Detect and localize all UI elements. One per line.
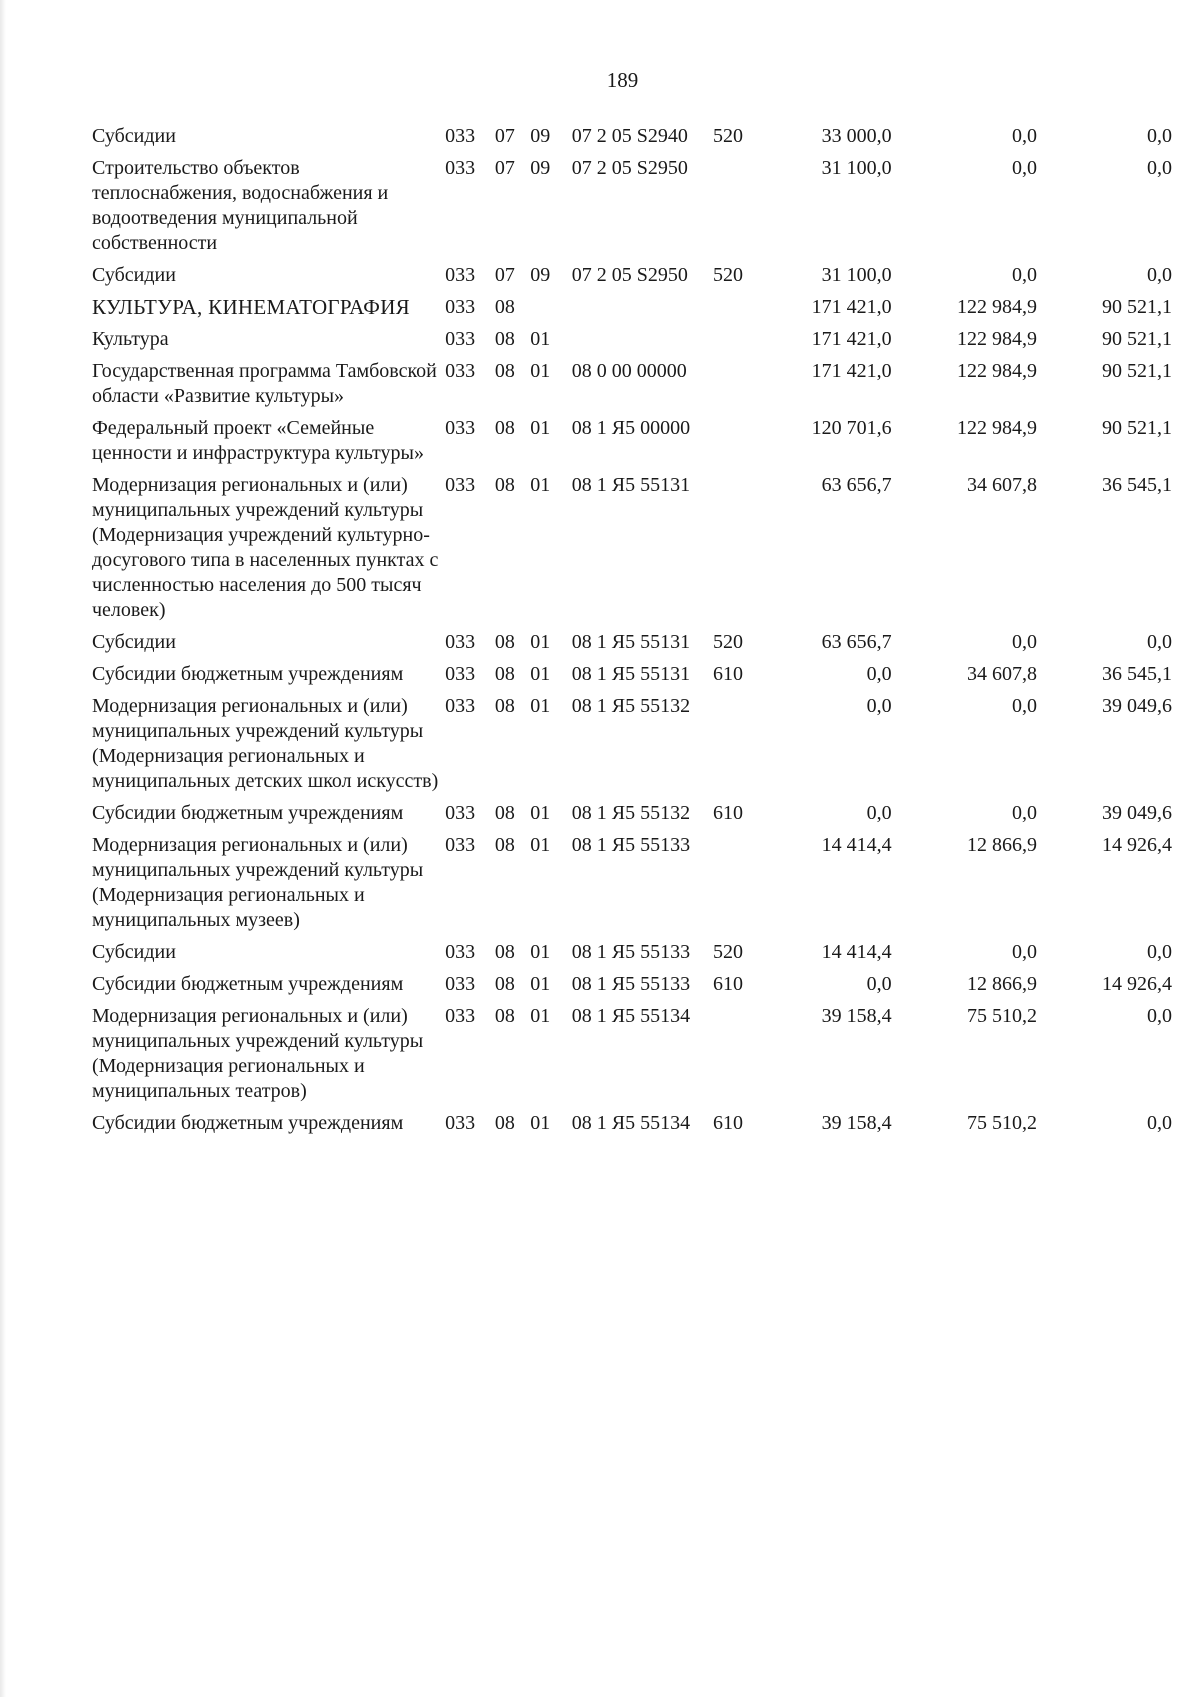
- row-subsection: 01: [530, 474, 551, 496]
- row-amount-year-3: 14 926,4: [1102, 834, 1172, 856]
- row-amount-year-2: 34 607,8: [966, 663, 1037, 685]
- row-subsection: [530, 295, 572, 327]
- row-section: 08: [494, 474, 515, 496]
- row-expense-type: [713, 295, 767, 327]
- row-section: 08: [494, 328, 515, 350]
- row-section: 08: [494, 296, 515, 318]
- row-amount-year-1: 33 000,0: [821, 125, 892, 147]
- row-admin-code: 033: [445, 695, 476, 717]
- row-amount-year-3: 0,0: [1147, 941, 1172, 963]
- row-subsection: 01: [530, 695, 551, 717]
- row-target-article: 07 2 05 S2950: [571, 264, 688, 286]
- row-subsection: 09: [530, 264, 551, 286]
- row-amount-year-1: 63 656,7: [821, 474, 892, 496]
- row-subsection: 01: [530, 663, 551, 685]
- row-amount-year-2: 12 866,9: [966, 834, 1037, 856]
- row-name: Субсидии бюджетным учреждениям: [92, 802, 404, 824]
- row-subsection: 01: [530, 941, 551, 963]
- row-amount-year-3: 90 521,1: [1102, 360, 1172, 382]
- row-expense-type: [713, 1004, 767, 1111]
- table-row: [92, 833, 1172, 940]
- row-section: 08: [494, 663, 515, 685]
- row-amount-year-2: 75 510,2: [966, 1005, 1037, 1027]
- row-section: 08: [494, 1005, 515, 1027]
- row-amount-year-1: 14 414,4: [821, 941, 892, 963]
- row-subsection: 01: [530, 1112, 551, 1134]
- row-expense-type: [713, 156, 767, 263]
- table-row: [92, 416, 1172, 473]
- row-section: 08: [494, 834, 515, 856]
- row-admin-code: 033: [445, 264, 476, 286]
- row-name: Государственная программа Тамбовской области «Развитие культуры»: [92, 360, 437, 407]
- row-target-article: 08 1 Я5 55131: [571, 663, 691, 685]
- row-amount-year-2: 0,0: [1011, 695, 1037, 717]
- row-admin-code: 033: [445, 474, 476, 496]
- row-subsection: 09: [530, 125, 551, 147]
- row-amount-year-3: 90 521,1: [1102, 417, 1172, 439]
- row-expense-type: [713, 327, 767, 359]
- row-name: Строительство объектов теплоснабжения, водоснабжения и водоотведения муниципальной собственности: [92, 157, 389, 254]
- row-target-article: 08 1 Я5 55133: [571, 941, 691, 963]
- table-row: [92, 263, 1172, 295]
- row-expense-type: 520: [712, 125, 743, 147]
- table-row: [92, 1004, 1172, 1111]
- row-subsection: 01: [530, 417, 551, 439]
- row-amount-year-3: 36 545,1: [1102, 663, 1172, 685]
- row-name: Субсидии: [92, 631, 176, 653]
- row-amount-year-3: 0,0: [1147, 125, 1172, 147]
- row-amount-year-1: 14 414,4: [821, 834, 892, 856]
- row-admin-code: 033: [445, 1005, 476, 1027]
- row-amount-year-3: 39 049,6: [1102, 695, 1172, 717]
- row-amount-year-2: 122 984,9: [956, 417, 1037, 439]
- row-amount-year-2: 0,0: [1011, 125, 1037, 147]
- row-amount-year-3: 0,0: [1147, 1005, 1172, 1027]
- row-amount-year-1: 120 701,6: [811, 417, 892, 439]
- row-amount-year-2: 0,0: [1011, 941, 1037, 963]
- row-admin-code: 033: [445, 417, 476, 439]
- row-name: Субсидии: [92, 264, 176, 286]
- row-section: 08: [494, 1112, 515, 1134]
- row-section: 08: [494, 695, 515, 717]
- table-row: [92, 801, 1172, 833]
- row-subsection: 01: [530, 834, 551, 856]
- row-expense-type: [713, 359, 767, 416]
- row-amount-year-3: 0,0: [1147, 631, 1172, 653]
- table-row: [92, 1111, 1172, 1143]
- table-row: [92, 473, 1172, 630]
- row-admin-code: 033: [445, 802, 476, 824]
- table-row: [92, 295, 1172, 327]
- row-target-article: 08 1 Я5 55131: [571, 631, 691, 653]
- row-amount-year-2: 0,0: [1011, 264, 1037, 286]
- row-expense-type: 520: [712, 941, 743, 963]
- table-row: [92, 124, 1172, 156]
- row-amount-year-2: 122 984,9: [956, 360, 1037, 382]
- row-target-article: 08 1 Я5 55131: [571, 474, 691, 496]
- row-name: Модернизация региональных и (или) муниципальных учреждений культуры (Модернизация региональных и муниципальных музеев): [92, 834, 424, 931]
- row-amount-year-1: 39 158,4: [821, 1005, 892, 1027]
- row-admin-code: 033: [445, 973, 476, 995]
- row-amount-year-2: 0,0: [1011, 157, 1037, 179]
- scan-edge: [0, 0, 6, 1697]
- row-amount-year-2: 34 607,8: [966, 474, 1037, 496]
- row-target-article: 07 2 05 S2940: [571, 125, 688, 147]
- row-target-article: 08 1 Я5 55134: [571, 1005, 691, 1027]
- row-target-article: 08 1 Я5 55134: [571, 1112, 691, 1134]
- row-name: Модернизация региональных и (или) муниципальных учреждений культуры (Модернизация учреждений культурно-досугового типа в населенных пунктах с численностью населения до 500 тысяч человек): [92, 474, 439, 621]
- row-amount-year-1: 171 421,0: [811, 328, 892, 350]
- row-admin-code: 033: [445, 157, 476, 179]
- row-admin-code: 033: [445, 631, 476, 653]
- row-name: Федеральный проект «Семейные ценности и инфраструктура культуры»: [92, 417, 424, 464]
- row-amount-year-1: 0,0: [866, 695, 892, 717]
- row-admin-code: 033: [445, 663, 476, 685]
- row-admin-code: 033: [445, 296, 476, 318]
- row-name: Субсидии: [92, 125, 176, 147]
- row-target-article: [572, 327, 713, 359]
- row-amount-year-1: 63 656,7: [821, 631, 892, 653]
- row-name: Субсидии бюджетным учреждениям: [92, 1112, 404, 1134]
- row-section: 07: [494, 125, 515, 147]
- row-amount-year-3: 0,0: [1147, 264, 1172, 286]
- row-amount-year-1: 0,0: [866, 663, 892, 685]
- table-row: [92, 694, 1172, 801]
- row-expense-type: 610: [712, 663, 743, 685]
- row-subsection: 01: [530, 802, 551, 824]
- row-admin-code: 033: [445, 1112, 476, 1134]
- page-number: 189: [606, 68, 639, 92]
- row-expense-type: [713, 833, 767, 940]
- table-row: [92, 359, 1172, 416]
- row-amount-year-3: 39 049,6: [1102, 802, 1172, 824]
- row-section: 08: [494, 802, 515, 824]
- row-expense-type: [713, 473, 767, 630]
- row-expense-type: 520: [712, 631, 743, 653]
- row-target-article: [572, 295, 713, 327]
- row-target-article: 08 1 Я5 55133: [571, 834, 691, 856]
- row-amount-year-2: 122 984,9: [956, 296, 1037, 318]
- row-target-article: 07 2 05 S2950: [571, 157, 688, 179]
- row-admin-code: 033: [445, 125, 476, 147]
- row-amount-year-1: 39 158,4: [821, 1112, 892, 1134]
- row-subsection: 01: [530, 1005, 551, 1027]
- table-row: [92, 662, 1172, 694]
- row-section: 07: [494, 157, 515, 179]
- row-admin-code: 033: [445, 834, 476, 856]
- row-expense-type: 610: [712, 1112, 743, 1134]
- row-name: Субсидии бюджетным учреждениям: [92, 973, 404, 995]
- budget-table-body: [92, 124, 1172, 1143]
- row-target-article: 08 1 Я5 55132: [571, 695, 691, 717]
- row-admin-code: 033: [445, 941, 476, 963]
- row-amount-year-1: 0,0: [866, 973, 892, 995]
- row-section: 08: [494, 941, 515, 963]
- row-amount-year-1: 171 421,0: [811, 296, 892, 318]
- row-subsection: 01: [530, 973, 551, 995]
- row-name: Субсидии бюджетным учреждениям: [92, 663, 404, 685]
- row-expense-type: 520: [712, 264, 743, 286]
- row-name: Культура: [92, 328, 169, 350]
- row-amount-year-2: 0,0: [1011, 802, 1037, 824]
- row-section: 08: [494, 360, 515, 382]
- row-amount-year-1: 171 421,0: [811, 360, 892, 382]
- row-target-article: 08 1 Я5 55133: [571, 973, 691, 995]
- row-section: 08: [494, 417, 515, 439]
- budget-table: [92, 124, 1172, 1143]
- row-amount-year-1: 31 100,0: [821, 264, 892, 286]
- row-subsection: 01: [530, 631, 551, 653]
- row-section: 08: [494, 631, 515, 653]
- row-subsection: 01: [530, 328, 551, 350]
- row-admin-code: 033: [445, 360, 476, 382]
- row-name: Субсидии: [92, 941, 176, 963]
- row-section: 07: [494, 264, 515, 286]
- row-target-article: 08 1 Я5 00000: [571, 417, 691, 439]
- row-amount-year-3: 0,0: [1147, 157, 1172, 179]
- row-subsection: 09: [530, 157, 551, 179]
- row-name: Модернизация региональных и (или) муниципальных учреждений культуры (Модернизация региональных и муниципальных детских школ искусств): [92, 695, 439, 792]
- row-subsection: 01: [530, 360, 551, 382]
- row-amount-year-2: 12 866,9: [966, 973, 1037, 995]
- row-expense-type: 610: [712, 802, 743, 824]
- row-section: 08: [494, 973, 515, 995]
- row-admin-code: 033: [445, 328, 476, 350]
- row-amount-year-3: 90 521,1: [1102, 328, 1172, 350]
- table-row: [92, 156, 1172, 263]
- row-amount-year-3: 90 521,1: [1102, 296, 1172, 318]
- row-amount-year-3: 14 926,4: [1102, 973, 1172, 995]
- table-row: [92, 630, 1172, 662]
- row-target-article: 08 1 Я5 55132: [571, 802, 691, 824]
- table-row: [92, 940, 1172, 972]
- table-row: [92, 327, 1172, 359]
- row-expense-type: [713, 416, 767, 473]
- row-amount-year-2: 75 510,2: [966, 1112, 1037, 1134]
- table-row: [92, 972, 1172, 1004]
- row-amount-year-1: 31 100,0: [821, 157, 892, 179]
- row-amount-year-3: 36 545,1: [1102, 474, 1172, 496]
- row-expense-type: [713, 694, 767, 801]
- row-amount-year-1: 0,0: [866, 802, 892, 824]
- row-name: Модернизация региональных и (или) муниципальных учреждений культуры (Модернизация региональных и муниципальных театров): [92, 1005, 424, 1102]
- row-target-article: 08 0 00 00000: [571, 360, 687, 382]
- row-amount-year-2: 122 984,9: [956, 328, 1037, 350]
- row-amount-year-2: 0,0: [1011, 631, 1037, 653]
- row-amount-year-3: 0,0: [1147, 1112, 1172, 1134]
- row-name: КУЛЬТУРА, КИНЕМАТОГРАФИЯ: [92, 295, 410, 319]
- row-expense-type: 610: [712, 973, 743, 995]
